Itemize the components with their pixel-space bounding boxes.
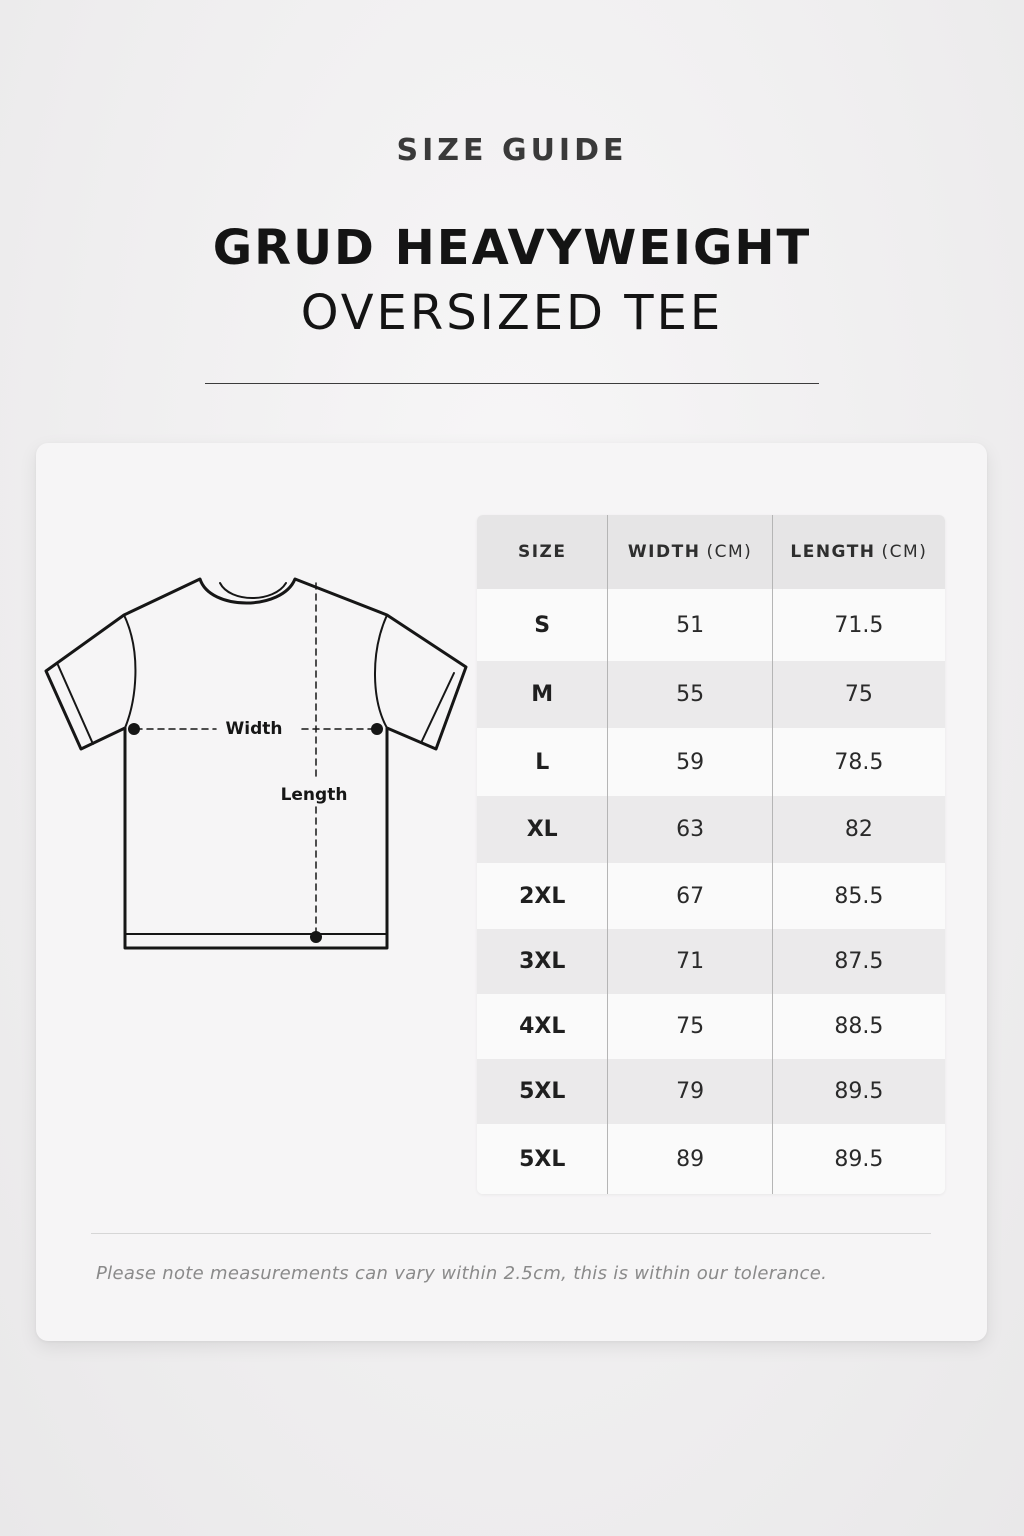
header-length (772, 515, 945, 589)
product-title-line-2: OVERSIZED TEE (300, 285, 724, 341)
product-title-line-1: GRUD HEAVYWEIGHT (212, 220, 812, 276)
tshirt-outline (46, 579, 466, 948)
width-cell: 75 (607, 994, 771, 1059)
size-cell: M (531, 682, 554, 707)
width-cell: 79 (607, 1059, 771, 1124)
table-row (477, 728, 945, 796)
table-row (477, 1124, 945, 1194)
header-width-label: WIDTH (627, 542, 701, 562)
header-width-unit: (CM) (706, 542, 753, 562)
length-cell: 85.5 (772, 863, 945, 929)
length-cell: 82 (772, 796, 945, 863)
size-cell: S (534, 612, 551, 638)
size-cell: 2XL (519, 883, 566, 909)
length-label: Length (280, 785, 348, 805)
length-cell: 75 (772, 661, 945, 728)
length-cell: 87.5 (772, 929, 945, 994)
tshirt-sleeve-seam-right (375, 615, 387, 728)
size-table-header (477, 515, 945, 589)
size-cell: 5XL (519, 1146, 566, 1172)
length-point-bottom (310, 931, 322, 943)
table-row (477, 1059, 945, 1124)
width-cell: 67 (607, 863, 771, 929)
tshirt-cuff-right (421, 673, 454, 743)
width-label: Width (225, 719, 283, 739)
header-size-label: SIZE (517, 542, 567, 562)
length-cell: 89.5 (772, 1059, 945, 1124)
table-row (477, 994, 945, 1059)
size-guide-eyebrow: SIZE GUIDE (396, 133, 628, 168)
card-divider (91, 1233, 931, 1234)
tshirt-diagram (36, 443, 476, 983)
size-guide-card (36, 443, 987, 1341)
table-row (477, 863, 945, 929)
size-cell: L (535, 749, 550, 775)
width-cell: 55 (607, 661, 771, 728)
length-cell: 89.5 (772, 1124, 945, 1194)
length-cell: 78.5 (772, 728, 945, 796)
header-width (607, 515, 771, 589)
size-cell: 3XL (519, 949, 566, 974)
header-length-unit: (CM) (881, 542, 928, 562)
table-row (477, 929, 945, 994)
width-cell: 71 (607, 929, 771, 994)
table-row (477, 661, 945, 728)
tshirt-cuff-left (58, 665, 93, 744)
tshirt-sleeve-seam-left (124, 615, 135, 728)
width-cell: 59 (607, 728, 771, 796)
header-length-label: LENGTH (790, 542, 876, 562)
size-cell: 5XL (519, 1079, 566, 1104)
length-cell: 71.5 (772, 589, 945, 661)
width-cell: 89 (607, 1124, 771, 1194)
title-divider (205, 383, 819, 384)
size-table-body (477, 589, 945, 1194)
size-cell: 4XL (519, 1014, 566, 1039)
width-point-right (371, 723, 383, 735)
tolerance-note: Please note measurements can vary within 2.5cm, this is within our tolerance. (96, 1263, 828, 1284)
table-row (477, 589, 945, 661)
table-row (477, 796, 945, 863)
size-table (477, 515, 945, 1194)
width-point-left (128, 723, 140, 735)
length-cell: 88.5 (772, 994, 945, 1059)
width-cell: 63 (607, 796, 771, 863)
width-cell: 51 (607, 589, 771, 661)
size-cell: XL (526, 817, 558, 842)
header-size (477, 515, 607, 589)
